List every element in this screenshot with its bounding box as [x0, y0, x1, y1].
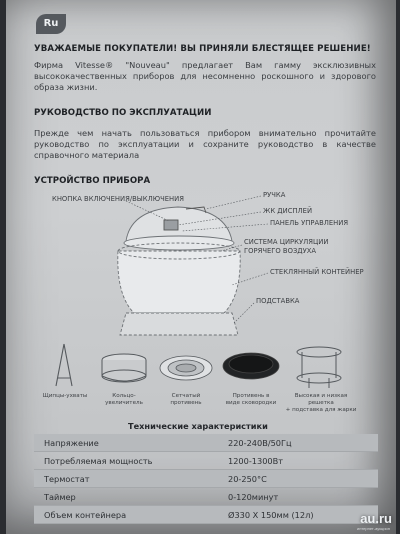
headline: УВАЖАЕМЫЕ ПОКУПАТЕЛИ! ВЫ ПРИНЯЛИ БЛЕСТЯЩЕЕ РЕШЕНИЕ!	[34, 44, 371, 54]
spec-value: 1200-1300Вт	[224, 452, 378, 470]
grill-racks-icon	[297, 347, 341, 388]
spec-value: 220-240В/50Гц	[224, 434, 378, 452]
accessory-ring-caption: Кольцо-увеличитель	[105, 393, 143, 406]
table-row	[34, 434, 378, 452]
table-row	[34, 506, 378, 524]
accessory-tongs-caption: Щипцы-ухваты	[42, 393, 88, 399]
spec-key: Таймер	[34, 488, 224, 506]
spec-value: 0-120минут	[224, 488, 378, 506]
manual-page	[6, 0, 396, 534]
device-heading: УСТРОЙСТВО ПРИБОРА	[34, 176, 151, 186]
label-handle: РУЧКА	[263, 191, 286, 199]
accessories-illustrations	[6, 338, 396, 394]
intro-paragraph: Фирма Vitesse® "Nouveau" предлагает Вам гамму эксклюзивных высококачественных приборов для несомненно роскошного и здорового образа жизни.	[34, 60, 376, 92]
specs-table	[34, 434, 378, 524]
language-badge: Ru	[36, 14, 66, 34]
accessory-racks-caption: Высокая и низкая решетка + подставка для жарки	[285, 393, 357, 413]
spec-key: Потребляемая мощность	[34, 452, 224, 470]
watermark-subtitle: интернет-аукцион	[356, 526, 390, 531]
spec-value: 20-250°С	[224, 470, 378, 488]
tongs-icon	[56, 344, 72, 386]
extension-ring-icon	[102, 354, 146, 382]
table-row	[34, 470, 378, 488]
accessory-pan-caption: Противень в виде сковородки	[225, 393, 277, 406]
air-fryer-diagram	[6, 185, 396, 345]
label-control-panel: ПАНЕЛЬ УПРАВЛЕНИЯ	[270, 219, 349, 227]
label-power-button: КНОПКА ВКЛЮЧЕНИЯ/ВЫКЛЮЧЕНИЯ	[52, 195, 184, 203]
label-circulation-1: СИСТЕМА ЦИРКУЛЯЦИИ	[244, 238, 329, 246]
manual-heading: РУКОВОДСТВО ПО ЭКСПЛУАТАЦИИ	[34, 108, 212, 118]
label-lcd-display: ЖК ДИСПЛЕЙ	[263, 207, 313, 215]
mesh-tray-icon	[160, 356, 212, 380]
manual-paragraph: Прежде чем начать пользоваться прибором внимательно прочитайте руководство по эксплуатации и сохраните руководство в качестве справочного материала	[34, 128, 376, 160]
specs-table-title: Технические характеристики	[128, 421, 268, 431]
frying-pan-tray-icon	[223, 353, 279, 379]
spec-key: Объем контейнера	[34, 506, 224, 524]
table-row	[34, 488, 378, 506]
watermark-logo: au.ru	[360, 511, 392, 526]
label-glass-container: СТЕКЛЯННЫЙ КОНТЕЙНЕР	[270, 268, 364, 276]
label-stand: ПОДСТАВКА	[256, 297, 300, 305]
spec-key: Термостат	[34, 470, 224, 488]
spec-key: Напряжение	[34, 434, 224, 452]
label-circulation-2: ГОРЯЧЕГО ВОЗДУХА	[244, 247, 317, 255]
spec-value: Ø330 X 150мм (12л)	[224, 506, 378, 524]
air-fryer-drawing	[118, 207, 240, 335]
table-row	[34, 452, 378, 470]
accessory-mesh-caption: Сетчатый противень	[170, 393, 202, 406]
